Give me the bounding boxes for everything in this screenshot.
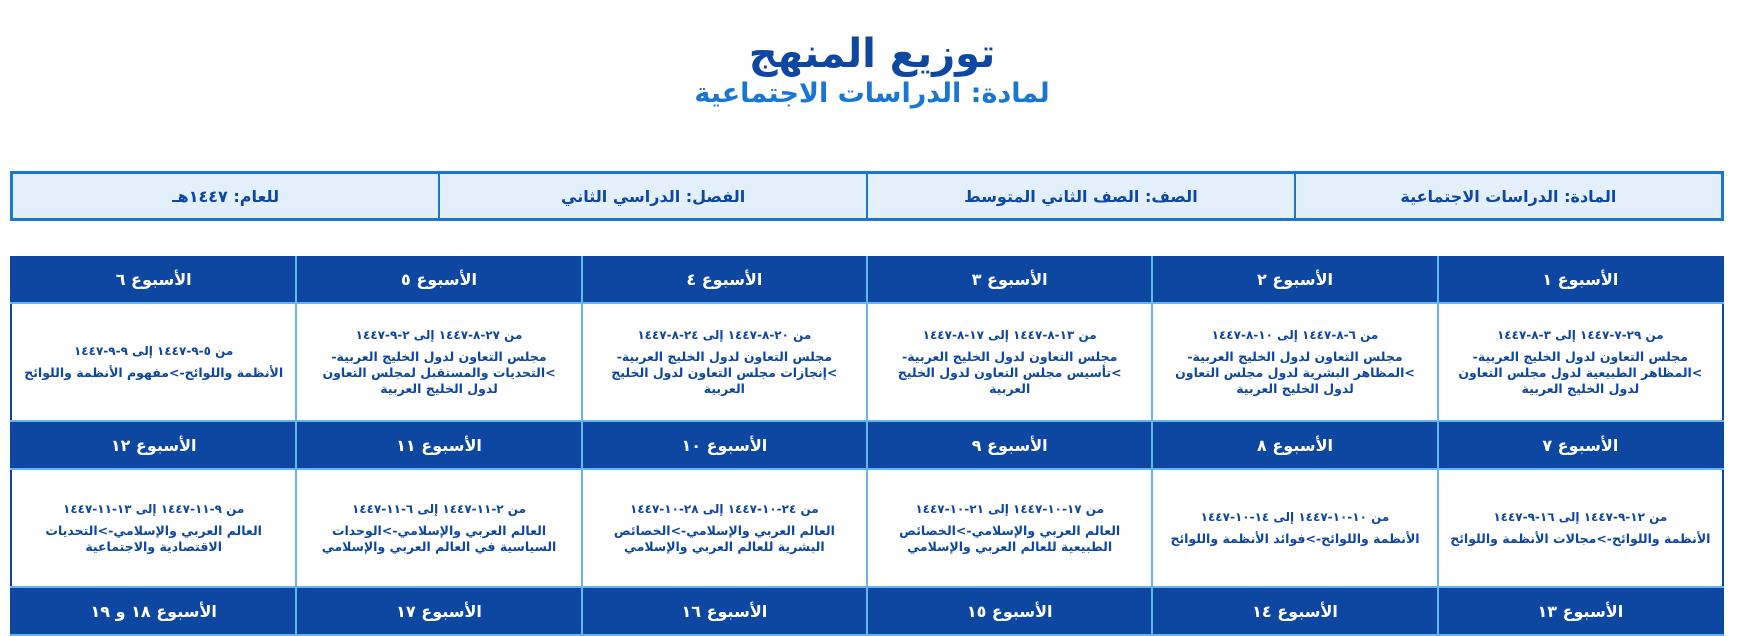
week-date-range: من ٦-٨-١٤٤٧ إلى ١٠-٨-١٤٤٧ bbox=[1211, 328, 1379, 342]
page-subtitle: لمادة: الدراسات الاجتماعية bbox=[694, 78, 1050, 109]
week-date-range: من ١٧-١٠-١٤٤٧ إلى ٢١-١٠-١٤٤٧ bbox=[915, 502, 1105, 516]
info-table bbox=[10, 171, 1724, 221]
week-date-range: من ٢٧-٨-١٤٤٧ إلى ٢-٩-١٤٤٧ bbox=[355, 328, 523, 342]
week-header: الأسبوع ١٧ bbox=[296, 587, 581, 635]
week-cell bbox=[1152, 469, 1437, 587]
week-header: الأسبوع ١١ bbox=[296, 421, 581, 469]
week-date-range: من ١٢-٩-١٤٤٧ إلى ١٦-٩-١٤٤٧ bbox=[1493, 510, 1668, 524]
week-header: الأسبوع ١٦ bbox=[582, 587, 867, 635]
info-grade: الصف: الصف الثاني المتوسط bbox=[867, 173, 1295, 220]
week-header: الأسبوع ١٨ و ١٩ bbox=[11, 587, 296, 635]
week-date-range: من ٢٩-٧-١٤٤٧ إلى ٣-٨-١٤٤٧ bbox=[1496, 328, 1664, 342]
title-block bbox=[0, 28, 1744, 112]
week-cell bbox=[11, 469, 296, 587]
week-cell bbox=[582, 469, 867, 587]
week-header: الأسبوع ١٢ bbox=[11, 421, 296, 469]
info-year: للعام: ١٤٤٧هـ bbox=[12, 173, 440, 220]
week-header: الأسبوع ١٤ bbox=[1152, 587, 1437, 635]
week-header: الأسبوع ٤ bbox=[582, 256, 867, 303]
week-cell bbox=[296, 469, 581, 587]
week-header: الأسبوع ١٥ bbox=[867, 587, 1152, 635]
week-header: الأسبوع ١ bbox=[1438, 256, 1723, 303]
week-header: الأسبوع ٨ bbox=[1152, 421, 1437, 469]
week-date-range: من ٢٤-١٠-١٤٤٧ إلى ٢٨-١٠-١٤٤٧ bbox=[630, 502, 819, 516]
week-header-row bbox=[11, 256, 1723, 303]
week-cell bbox=[867, 303, 1152, 421]
week-date-range: من ١٠-١٠-١٤٤٧ إلى ١٤-١٠-١٤٤٧ bbox=[1200, 510, 1390, 524]
info-term: الفصل: الدراسي الثاني bbox=[439, 173, 867, 220]
page-title: توزيع المنهج bbox=[748, 31, 996, 77]
info-subject: المادة: الدراسات الاجتماعية bbox=[1295, 173, 1723, 220]
week-lesson: الأنظمة واللوائح->مجالات الأنظمة واللوائح bbox=[1450, 531, 1711, 546]
week-lesson: مجلس التعاون لدول الخليج العربية->التحديات والمستقبل لمجلس التعاون لدول الخليج العربية bbox=[322, 349, 556, 396]
week-header: الأسبوع ٦ bbox=[11, 256, 296, 303]
week-lesson: العالم العربي والإسلامي->التحديات الاقتصادية والاجتماعية bbox=[45, 523, 262, 554]
week-date-range: من ٢-١١-١٤٤٧ إلى ٦-١١-١٤٤٧ bbox=[352, 502, 527, 516]
week-cell bbox=[1438, 303, 1723, 421]
week-lesson: الأنظمة واللوائح->مفهوم الأنظمة واللوائح bbox=[24, 365, 284, 380]
week-content-row bbox=[11, 469, 1723, 587]
curriculum-plan-table bbox=[10, 256, 1724, 636]
week-lesson: مجلس التعاون لدول الخليج العربية->المظاهر البشرية لدول مجلس التعاون لدول الخليج العربية bbox=[1175, 349, 1415, 396]
week-header: الأسبوع ١٠ bbox=[582, 421, 867, 469]
week-cell bbox=[1152, 303, 1437, 421]
week-date-range: من ١٣-٨-١٤٤٧ إلى ١٧-٨-١٤٤٧ bbox=[922, 328, 1097, 342]
week-date-range: من ٥-٩-١٤٤٧ إلى ٩-٩-١٤٤٧ bbox=[73, 344, 234, 358]
week-header: الأسبوع ٧ bbox=[1438, 421, 1723, 469]
week-cell bbox=[582, 303, 867, 421]
week-header: الأسبوع ٣ bbox=[867, 256, 1152, 303]
week-header-row bbox=[11, 421, 1723, 469]
week-lesson: مجلس التعاون لدول الخليج العربية->إنجازات مجلس التعاون لدول الخليج العربية bbox=[611, 349, 838, 396]
week-cell bbox=[11, 303, 296, 421]
week-lesson: الأنظمة واللوائح->فوائد الأنظمة واللوائح bbox=[1170, 531, 1420, 546]
week-date-range: من ٩-١١-١٤٤٧ إلى ١٣-١١-١٤٤٧ bbox=[63, 502, 245, 516]
week-header-row bbox=[11, 587, 1723, 635]
week-cell bbox=[867, 469, 1152, 587]
week-lesson: العالم العربي والإسلامي->الوحدات السياسية في العالم العربي والإسلامي bbox=[321, 523, 557, 554]
week-cell bbox=[1438, 469, 1723, 587]
week-content-row bbox=[11, 303, 1723, 421]
week-header: الأسبوع ٢ bbox=[1152, 256, 1437, 303]
info-row bbox=[12, 173, 1723, 220]
week-lesson: العالم العربي والإسلامي->الخصائص البشرية للعالم العربي والإسلامي bbox=[613, 523, 835, 554]
week-header: الأسبوع ٩ bbox=[867, 421, 1152, 469]
week-header: الأسبوع ٥ bbox=[296, 256, 581, 303]
week-lesson: مجلس التعاون لدول الخليج العربية->تأسيس مجلس التعاون لدول الخليج العربية bbox=[897, 349, 1122, 396]
week-lesson: مجلس التعاون لدول الخليج العربية->المظاهر الطبيعية لدول مجلس التعاون لدول الخليج العربية bbox=[1458, 349, 1703, 396]
week-header: الأسبوع ١٣ bbox=[1438, 587, 1723, 635]
week-cell bbox=[296, 303, 581, 421]
week-lesson: العالم العربي والإسلامي->الخصائص الطبيعية للعالم العربي والإسلامي bbox=[899, 523, 1121, 554]
week-date-range: من ٢٠-٨-١٤٤٧ إلى ٢٤-٨-١٤٤٧ bbox=[637, 328, 812, 342]
